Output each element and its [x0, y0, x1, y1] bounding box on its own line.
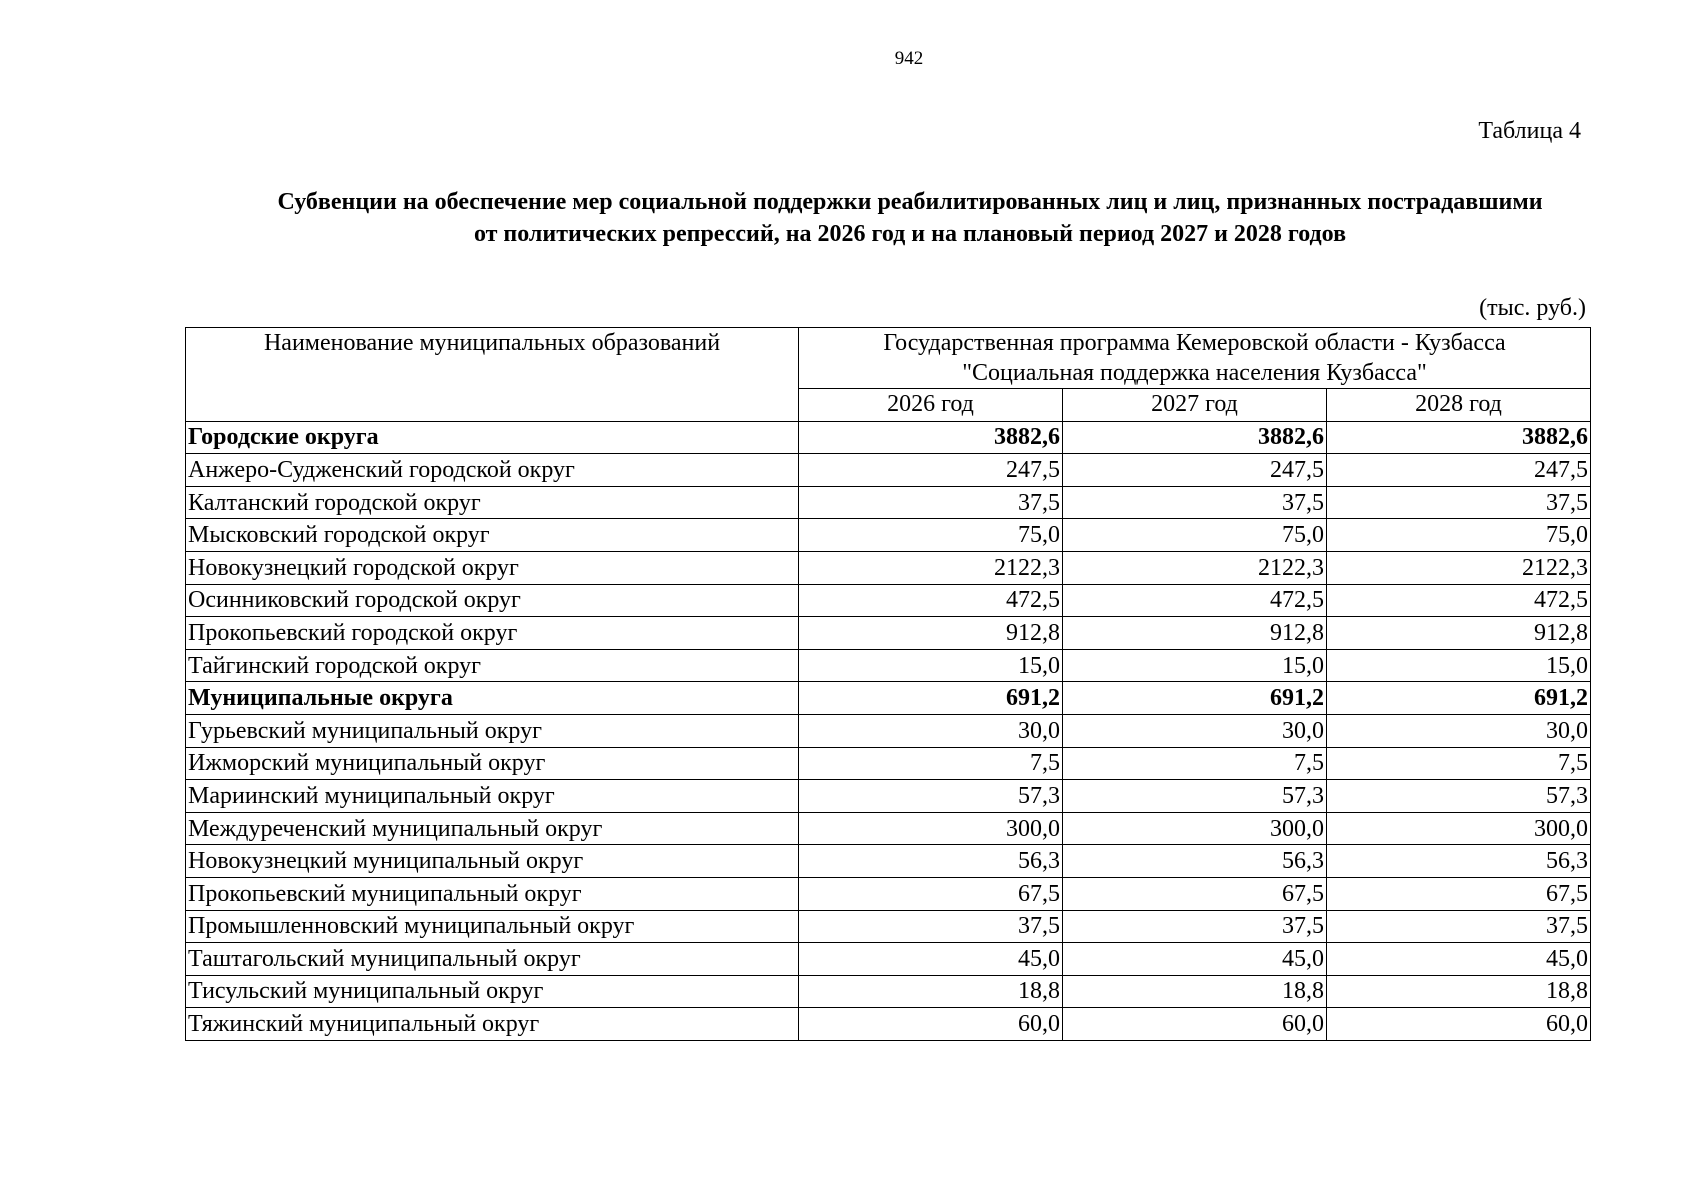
value-2026-cell: 30,0	[799, 714, 1063, 747]
value-2028-cell: 691,2	[1327, 682, 1591, 715]
value-2027-cell: 472,5	[1063, 584, 1327, 617]
table-row	[186, 877, 1591, 910]
value-2028-cell: 912,8	[1327, 617, 1591, 650]
value-2028-cell: 247,5	[1327, 454, 1591, 487]
page-number: 942	[894, 48, 924, 69]
municipality-name-cell: Прокопьевский муниципальный округ	[186, 877, 799, 910]
title-line-1: Субвенции на обеспечение мер социальной поддержки реабилитированных лиц и лиц, признанных пострадавшими	[277, 189, 1543, 215]
table-row	[186, 975, 1591, 1008]
table-row	[186, 617, 1591, 650]
table-row	[186, 1008, 1591, 1041]
subventions-table	[185, 327, 1591, 1041]
value-2027-cell: 18,8	[1063, 975, 1327, 1008]
value-2027-cell: 3882,6	[1063, 421, 1327, 454]
header-program	[799, 328, 1591, 389]
value-2026-cell: 2122,3	[799, 551, 1063, 584]
value-2027-cell: 67,5	[1063, 877, 1327, 910]
value-2026-cell: 56,3	[799, 845, 1063, 878]
value-2028-cell: 300,0	[1327, 812, 1591, 845]
value-2026-cell: 60,0	[799, 1008, 1063, 1041]
header-year-2026: 2026 год	[799, 389, 1063, 422]
value-2027-cell: 300,0	[1063, 812, 1327, 845]
table-row	[186, 454, 1591, 487]
table-row	[186, 845, 1591, 878]
table-row	[186, 910, 1591, 943]
value-2026-cell: 18,8	[799, 975, 1063, 1008]
value-2027-cell: 56,3	[1063, 845, 1327, 878]
table-header	[186, 328, 1591, 422]
municipality-name-cell: Промышленновский муниципальный округ	[186, 910, 799, 943]
municipality-name-cell: Калтанский городской округ	[186, 486, 799, 519]
municipality-name-cell: Междуреченский муниципальный округ	[186, 812, 799, 845]
table-body	[186, 421, 1591, 1040]
value-2028-cell: 37,5	[1327, 486, 1591, 519]
table-row	[186, 812, 1591, 845]
table-row	[186, 551, 1591, 584]
value-2028-cell: 15,0	[1327, 649, 1591, 682]
municipality-name-cell: Мариинский муниципальный округ	[186, 780, 799, 813]
table-row	[186, 584, 1591, 617]
municipality-name-cell: Мысковский городской округ	[186, 519, 799, 552]
municipality-name-cell: Анжеро-Судженский городской округ	[186, 454, 799, 487]
value-2026-cell: 67,5	[799, 877, 1063, 910]
value-2028-cell: 57,3	[1327, 780, 1591, 813]
municipality-name-cell: Тисульский муниципальный округ	[186, 975, 799, 1008]
value-2028-cell: 45,0	[1327, 943, 1591, 976]
municipality-name-cell: Прокопьевский городской округ	[186, 617, 799, 650]
table-row	[186, 519, 1591, 552]
municipality-name-cell: Гурьевский муниципальный округ	[186, 714, 799, 747]
municipality-name-cell: Осинниковский городской округ	[186, 584, 799, 617]
value-2026-cell: 57,3	[799, 780, 1063, 813]
municipality-name-cell: Ижморский муниципальный округ	[186, 747, 799, 780]
title-line-2: от политических репрессий, на 2026 год и на плановый период 2027 и 2028 годов	[473, 221, 1347, 247]
value-2027-cell: 60,0	[1063, 1008, 1327, 1041]
value-2028-cell: 60,0	[1327, 1008, 1591, 1041]
value-2028-cell: 75,0	[1327, 519, 1591, 552]
table-row	[186, 780, 1591, 813]
table-row	[186, 747, 1591, 780]
value-2026-cell: 3882,6	[799, 421, 1063, 454]
value-2027-cell: 15,0	[1063, 649, 1327, 682]
header-municipality-name: Наименование муниципальных образований	[186, 328, 799, 422]
units-label: (тыс. руб.)	[1479, 295, 1586, 321]
value-2026-cell: 300,0	[799, 812, 1063, 845]
value-2027-cell: 247,5	[1063, 454, 1327, 487]
municipality-name-cell: Новокузнецкий городской округ	[186, 551, 799, 584]
value-2028-cell: 7,5	[1327, 747, 1591, 780]
value-2027-cell: 2122,3	[1063, 551, 1327, 584]
value-2027-cell: 45,0	[1063, 943, 1327, 976]
value-2026-cell: 37,5	[799, 486, 1063, 519]
value-2027-cell: 37,5	[1063, 910, 1327, 943]
header-year-2027: 2027 год	[1063, 389, 1327, 422]
value-2026-cell: 912,8	[799, 617, 1063, 650]
table-group-row	[186, 682, 1591, 715]
value-2028-cell: 2122,3	[1327, 551, 1591, 584]
header-program-line-1: Государственная программа Кемеровской области - Кузбасса	[883, 330, 1506, 356]
municipality-name-cell: Городские округа	[186, 421, 799, 454]
value-2026-cell: 37,5	[799, 910, 1063, 943]
value-2026-cell: 7,5	[799, 747, 1063, 780]
table-label: Таблица 4	[1478, 118, 1581, 144]
value-2026-cell: 472,5	[799, 584, 1063, 617]
value-2027-cell: 30,0	[1063, 714, 1327, 747]
table-row	[186, 486, 1591, 519]
value-2028-cell: 56,3	[1327, 845, 1591, 878]
value-2027-cell: 57,3	[1063, 780, 1327, 813]
table-row	[186, 649, 1591, 682]
value-2028-cell: 30,0	[1327, 714, 1591, 747]
municipality-name-cell: Таштагольский муниципальный округ	[186, 943, 799, 976]
value-2027-cell: 37,5	[1063, 486, 1327, 519]
header-year-2028: 2028 год	[1327, 389, 1591, 422]
value-2026-cell: 15,0	[799, 649, 1063, 682]
value-2028-cell: 472,5	[1327, 584, 1591, 617]
value-2026-cell: 75,0	[799, 519, 1063, 552]
value-2026-cell: 691,2	[799, 682, 1063, 715]
municipality-name-cell: Тайгинский городской округ	[186, 649, 799, 682]
value-2027-cell: 7,5	[1063, 747, 1327, 780]
municipality-name-cell: Муниципальные округа	[186, 682, 799, 715]
municipality-name-cell: Тяжинский муниципальный округ	[186, 1008, 799, 1041]
value-2026-cell: 45,0	[799, 943, 1063, 976]
table-group-row	[186, 421, 1591, 454]
document-title	[150, 186, 1670, 250]
value-2027-cell: 75,0	[1063, 519, 1327, 552]
value-2026-cell: 247,5	[799, 454, 1063, 487]
value-2028-cell: 18,8	[1327, 975, 1591, 1008]
value-2027-cell: 912,8	[1063, 617, 1327, 650]
municipality-name-cell: Новокузнецкий муниципальный округ	[186, 845, 799, 878]
value-2028-cell: 67,5	[1327, 877, 1591, 910]
table-row	[186, 943, 1591, 976]
value-2028-cell: 37,5	[1327, 910, 1591, 943]
table-row	[186, 714, 1591, 747]
value-2027-cell: 691,2	[1063, 682, 1327, 715]
header-program-line-2: "Социальная поддержка населения Кузбасса"	[962, 360, 1427, 386]
value-2028-cell: 3882,6	[1327, 421, 1591, 454]
